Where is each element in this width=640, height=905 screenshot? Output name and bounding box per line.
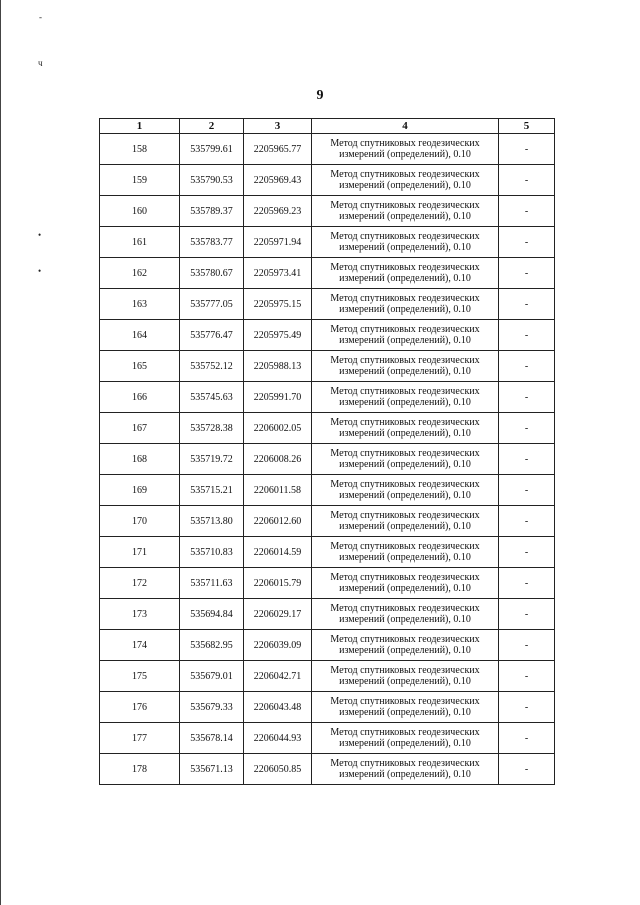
point-number-cell: 162 <box>100 258 180 289</box>
header-col-3: 3 <box>244 119 312 134</box>
x-coordinate-cell: 535682.95 <box>180 630 244 661</box>
table-row <box>100 506 555 537</box>
note-cell: - <box>499 506 555 537</box>
note-cell: - <box>499 351 555 382</box>
point-number-cell: 159 <box>100 165 180 196</box>
note-cell: - <box>499 661 555 692</box>
scan-mark: ч <box>38 58 43 68</box>
x-coordinate-cell: 535752.12 <box>180 351 244 382</box>
note-cell: - <box>499 630 555 661</box>
method-line-1: Метод спутниковых геодезических <box>330 200 480 211</box>
x-coordinate-cell: 535710.83 <box>180 537 244 568</box>
method-line-2: измерений (определений), 0.10 <box>339 459 471 470</box>
table-row <box>100 475 555 506</box>
method-line-1: Метод спутниковых геодезических <box>330 634 480 645</box>
method-line-2: измерений (определений), 0.10 <box>339 366 471 377</box>
point-number-cell: 168 <box>100 444 180 475</box>
method-cell <box>312 289 499 320</box>
table-header <box>100 119 555 134</box>
table-row <box>100 227 555 258</box>
method-cell <box>312 258 499 289</box>
point-number-cell: 178 <box>100 754 180 785</box>
method-cell <box>312 444 499 475</box>
x-coordinate-cell: 535745.63 <box>180 382 244 413</box>
method-cell <box>312 506 499 537</box>
method-line-2: измерений (определений), 0.10 <box>339 304 471 315</box>
note-cell: - <box>499 382 555 413</box>
method-line-1: Метод спутниковых геодезических <box>330 262 480 273</box>
y-coordinate-cell: 2206029.17 <box>244 599 312 630</box>
scan-mark: - <box>39 12 42 22</box>
point-number-cell: 176 <box>100 692 180 723</box>
point-number-cell: 166 <box>100 382 180 413</box>
point-number-cell: 175 <box>100 661 180 692</box>
note-cell: - <box>499 227 555 258</box>
table-row <box>100 320 555 351</box>
method-cell <box>312 723 499 754</box>
table-row <box>100 692 555 723</box>
y-coordinate-cell: 2205973.41 <box>244 258 312 289</box>
y-coordinate-cell: 2206042.71 <box>244 661 312 692</box>
method-line-1: Метод спутниковых геодезических <box>330 169 480 180</box>
table-body <box>100 134 555 785</box>
y-coordinate-cell: 2205991.70 <box>244 382 312 413</box>
y-coordinate-cell: 2206012.60 <box>244 506 312 537</box>
method-line-2: измерений (определений), 0.10 <box>339 645 471 656</box>
method-line-1: Метод спутниковых геодезических <box>330 355 480 366</box>
scan-mark: • <box>38 230 42 240</box>
method-cell <box>312 568 499 599</box>
page-number: 9 <box>316 88 324 103</box>
note-cell: - <box>499 320 555 351</box>
y-coordinate-cell: 2206039.09 <box>244 630 312 661</box>
table-row <box>100 723 555 754</box>
note-cell: - <box>499 692 555 723</box>
header-col-4: 4 <box>312 119 499 134</box>
method-line-1: Метод спутниковых геодезических <box>330 448 480 459</box>
x-coordinate-cell: 535719.72 <box>180 444 244 475</box>
method-line-2: измерений (определений), 0.10 <box>339 273 471 284</box>
x-coordinate-cell: 535790.53 <box>180 165 244 196</box>
table-row <box>100 258 555 289</box>
method-line-2: измерений (определений), 0.10 <box>339 676 471 687</box>
x-coordinate-cell: 535776.47 <box>180 320 244 351</box>
table-row <box>100 134 555 165</box>
x-coordinate-cell: 535679.33 <box>180 692 244 723</box>
y-coordinate-cell: 2206044.93 <box>244 723 312 754</box>
method-line-2: измерений (определений), 0.10 <box>339 707 471 718</box>
method-cell <box>312 537 499 568</box>
point-number-cell: 165 <box>100 351 180 382</box>
note-cell: - <box>499 475 555 506</box>
method-cell <box>312 475 499 506</box>
method-line-1: Метод спутниковых геодезических <box>330 665 480 676</box>
method-line-1: Метод спутниковых геодезических <box>330 541 480 552</box>
table-row <box>100 444 555 475</box>
note-cell: - <box>499 537 555 568</box>
method-line-2: измерений (определений), 0.10 <box>339 614 471 625</box>
header-col-1: 1 <box>100 119 180 134</box>
method-cell <box>312 165 499 196</box>
point-number-cell: 167 <box>100 413 180 444</box>
method-line-2: измерений (определений), 0.10 <box>339 397 471 408</box>
method-cell <box>312 320 499 351</box>
point-number-cell: 170 <box>100 506 180 537</box>
method-line-2: измерений (определений), 0.10 <box>339 149 471 160</box>
method-cell <box>312 413 499 444</box>
method-line-2: измерений (определений), 0.10 <box>339 211 471 222</box>
method-line-1: Метод спутниковых геодезических <box>330 386 480 397</box>
method-line-1: Метод спутниковых геодезических <box>330 603 480 614</box>
method-line-2: измерений (определений), 0.10 <box>339 428 471 439</box>
header-row <box>100 119 555 134</box>
x-coordinate-cell: 535679.01 <box>180 661 244 692</box>
note-cell: - <box>499 754 555 785</box>
table-row <box>100 754 555 785</box>
y-coordinate-cell: 2205975.15 <box>244 289 312 320</box>
scan-edge-line <box>0 0 1 905</box>
table-row <box>100 630 555 661</box>
method-line-1: Метод спутниковых геодезических <box>330 138 480 149</box>
x-coordinate-cell: 535783.77 <box>180 227 244 258</box>
method-line-1: Метод спутниковых геодезических <box>330 293 480 304</box>
method-line-2: измерений (определений), 0.10 <box>339 335 471 346</box>
note-cell: - <box>499 444 555 475</box>
note-cell: - <box>499 258 555 289</box>
x-coordinate-cell: 535799.61 <box>180 134 244 165</box>
method-line-1: Метод спутниковых геодезических <box>330 758 480 769</box>
method-line-1: Метод спутниковых геодезических <box>330 696 480 707</box>
y-coordinate-cell: 2205969.43 <box>244 165 312 196</box>
x-coordinate-cell: 535711.63 <box>180 568 244 599</box>
method-line-2: измерений (определений), 0.10 <box>339 521 471 532</box>
note-cell: - <box>499 599 555 630</box>
note-cell: - <box>499 413 555 444</box>
table-row <box>100 382 555 413</box>
point-number-cell: 160 <box>100 196 180 227</box>
point-number-cell: 164 <box>100 320 180 351</box>
method-line-1: Метод спутниковых геодезических <box>330 324 480 335</box>
point-number-cell: 169 <box>100 475 180 506</box>
method-line-1: Метод спутниковых геодезических <box>330 572 480 583</box>
point-number-cell: 173 <box>100 599 180 630</box>
x-coordinate-cell: 535713.80 <box>180 506 244 537</box>
method-line-2: измерений (определений), 0.10 <box>339 552 471 563</box>
table-row <box>100 537 555 568</box>
method-cell <box>312 692 499 723</box>
method-line-1: Метод спутниковых геодезических <box>330 231 480 242</box>
header-col-2: 2 <box>180 119 244 134</box>
method-cell <box>312 134 499 165</box>
y-coordinate-cell: 2205971.94 <box>244 227 312 258</box>
method-line-1: Метод спутниковых геодезических <box>330 417 480 428</box>
x-coordinate-cell: 535715.21 <box>180 475 244 506</box>
method-line-2: измерений (определений), 0.10 <box>339 769 471 780</box>
method-line-1: Метод спутниковых геодезических <box>330 510 480 521</box>
y-coordinate-cell: 2205965.77 <box>244 134 312 165</box>
y-coordinate-cell: 2205988.13 <box>244 351 312 382</box>
note-cell: - <box>499 289 555 320</box>
header-col-5: 5 <box>499 119 555 134</box>
x-coordinate-cell: 535777.05 <box>180 289 244 320</box>
method-cell <box>312 351 499 382</box>
x-coordinate-cell: 535789.37 <box>180 196 244 227</box>
note-cell: - <box>499 196 555 227</box>
method-cell <box>312 196 499 227</box>
note-cell: - <box>499 568 555 599</box>
point-number-cell: 177 <box>100 723 180 754</box>
point-number-cell: 171 <box>100 537 180 568</box>
y-coordinate-cell: 2206014.59 <box>244 537 312 568</box>
x-coordinate-cell: 535671.13 <box>180 754 244 785</box>
y-coordinate-cell: 2205975.49 <box>244 320 312 351</box>
point-number-cell: 174 <box>100 630 180 661</box>
x-coordinate-cell: 535694.84 <box>180 599 244 630</box>
method-cell <box>312 227 499 258</box>
y-coordinate-cell: 2206015.79 <box>244 568 312 599</box>
method-line-1: Метод спутниковых геодезических <box>330 479 480 490</box>
method-line-2: измерений (определений), 0.10 <box>339 583 471 594</box>
method-line-2: измерений (определений), 0.10 <box>339 180 471 191</box>
method-cell <box>312 599 499 630</box>
y-coordinate-cell: 2206011.58 <box>244 475 312 506</box>
y-coordinate-cell: 2206008.26 <box>244 444 312 475</box>
table-row <box>100 568 555 599</box>
point-number-cell: 161 <box>100 227 180 258</box>
table-row <box>100 289 555 320</box>
y-coordinate-cell: 2206002.05 <box>244 413 312 444</box>
y-coordinate-cell: 2205969.23 <box>244 196 312 227</box>
y-coordinate-cell: 2206043.48 <box>244 692 312 723</box>
note-cell: - <box>499 165 555 196</box>
point-number-cell: 163 <box>100 289 180 320</box>
method-line-2: измерений (определений), 0.10 <box>339 738 471 749</box>
table-row <box>100 196 555 227</box>
method-cell <box>312 754 499 785</box>
point-number-cell: 158 <box>100 134 180 165</box>
method-cell <box>312 661 499 692</box>
y-coordinate-cell: 2206050.85 <box>244 754 312 785</box>
table-row <box>100 165 555 196</box>
method-cell <box>312 382 499 413</box>
x-coordinate-cell: 535780.67 <box>180 258 244 289</box>
point-number-cell: 172 <box>100 568 180 599</box>
method-line-2: измерений (определений), 0.10 <box>339 242 471 253</box>
method-line-1: Метод спутниковых геодезических <box>330 727 480 738</box>
table-row <box>100 413 555 444</box>
note-cell: - <box>499 723 555 754</box>
table-row <box>100 661 555 692</box>
note-cell: - <box>499 134 555 165</box>
method-line-2: измерений (определений), 0.10 <box>339 490 471 501</box>
x-coordinate-cell: 535678.14 <box>180 723 244 754</box>
x-coordinate-cell: 535728.38 <box>180 413 244 444</box>
coordinates-table <box>99 118 555 785</box>
scan-mark: • <box>38 266 42 276</box>
method-cell <box>312 630 499 661</box>
table-row <box>100 351 555 382</box>
table-row <box>100 599 555 630</box>
